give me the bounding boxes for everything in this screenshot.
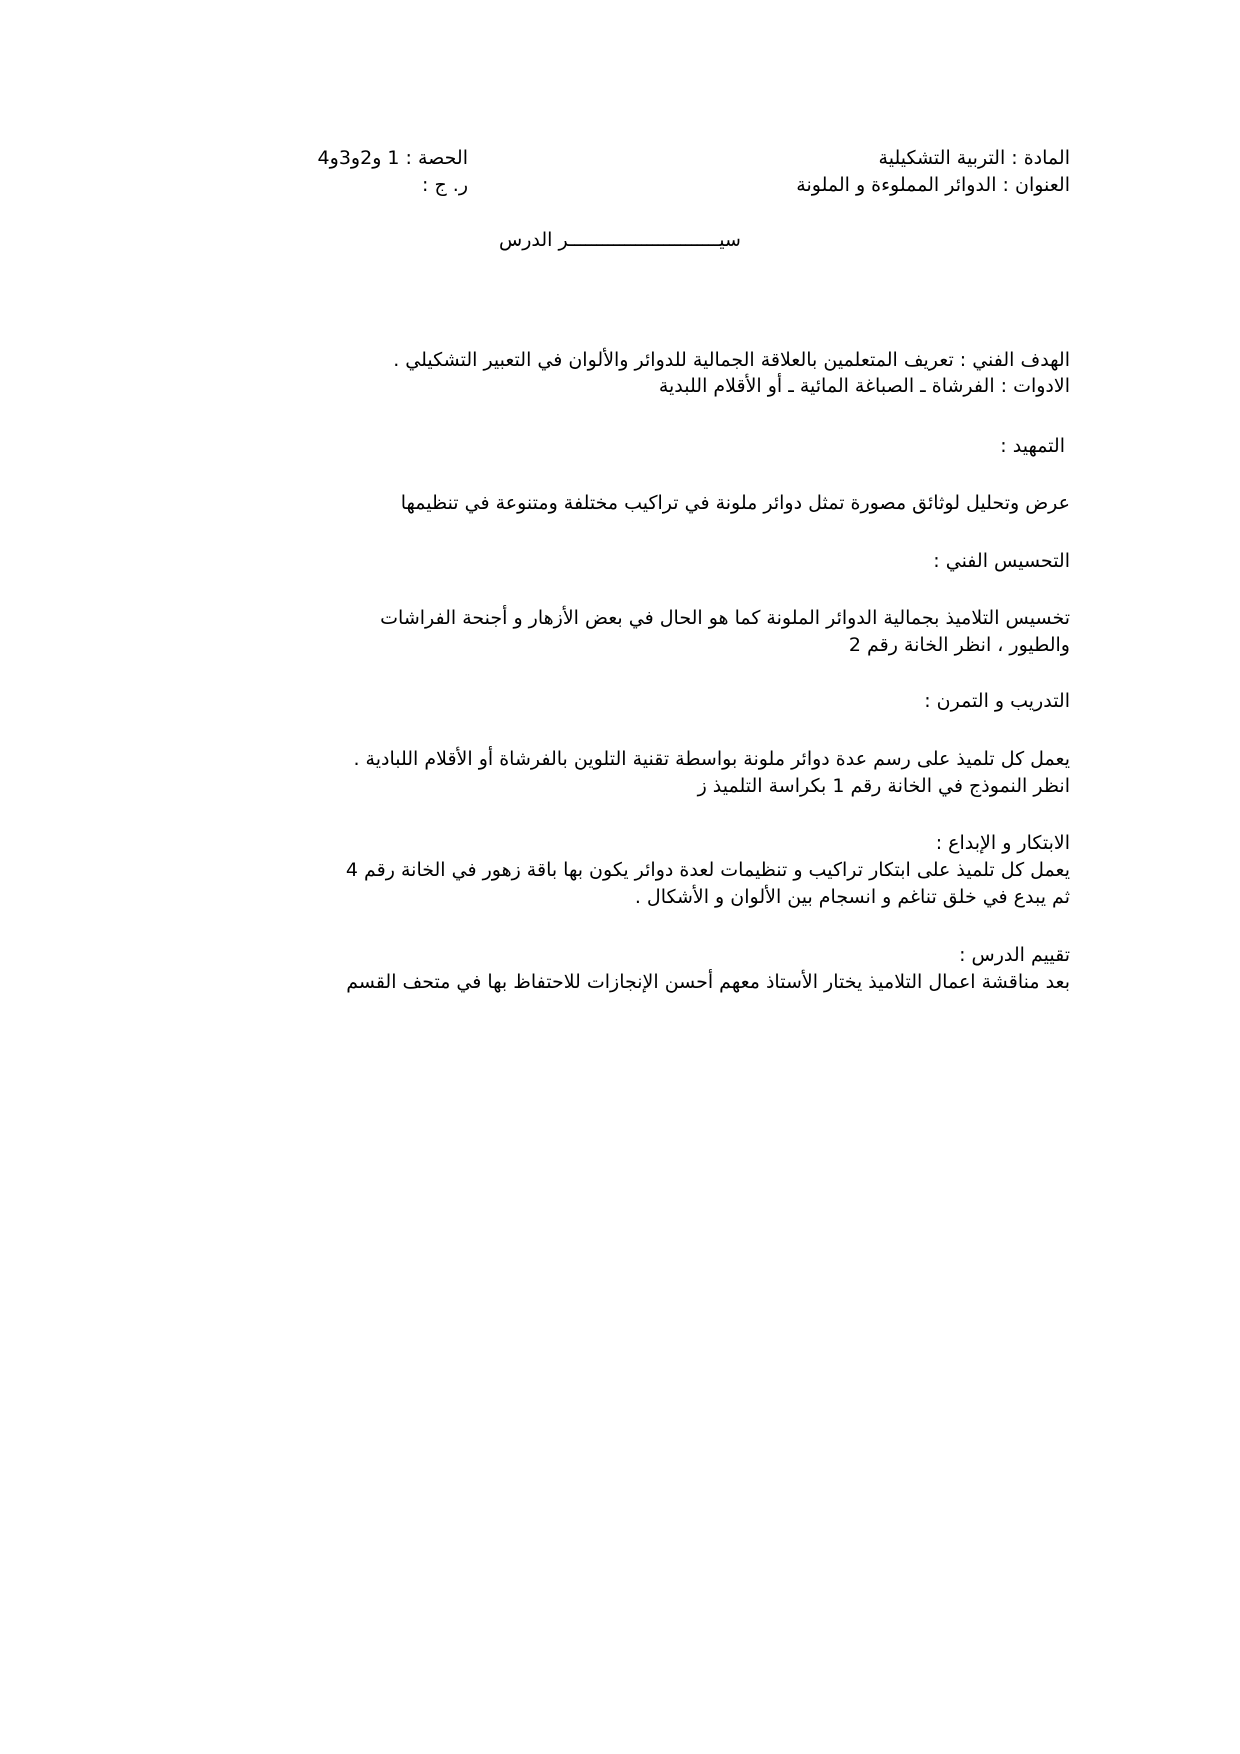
training-line-1: يعمل كل تلميذ على رسم عدة دوائر ملونة بواسطة تقنية التلوين بالفرشاة أو الأقلام اللبادية . <box>353 748 1070 770</box>
objective-line-1: الهدف الفني : تعريف المتعلمين بالعلاقة الجمالية للدوائر والألوان في التعبير التشكيلي . <box>393 349 1070 371</box>
creativity-line-2: ثم يبدع في خلق تناغم و انسجام بين الألوان و الأشكال . <box>634 886 1070 908</box>
evaluation-heading: تقييم الدرس : <box>959 944 1070 966</box>
creativity-heading: الابتكار و الإبداع : <box>935 832 1070 854</box>
training-heading: التدريب و التمرن : <box>924 690 1070 712</box>
evaluation-text: بعد مناقشة اعمال التلاميذ يختار الأستاذ معهم أحسن الإنجازات للاحتفاظ بها في متحف القسم <box>346 971 1070 993</box>
sensitization-line-2: والطيور ، انظر الخانة رقم 2 <box>848 634 1070 656</box>
title-label-line: العنوان : الدوائر المملوءة و الملونة <box>796 174 1070 196</box>
rj-line: ر. ج : <box>422 174 468 196</box>
lesson-title: سيـــــــــــــــــــــــــــر الدرس <box>499 229 741 251</box>
training-line-2: انظر النموذج في الخانة رقم 1 بكراسة التلميذ ز <box>697 775 1070 797</box>
subject-line: المادة : التربية التشكيلية <box>878 147 1070 169</box>
creativity-line-1: يعمل كل تلميذ على ابتكار تراكيب و تنظيمات لعدة دوائر يكون بها باقة زهور في الخانة رقم 4 <box>345 859 1070 881</box>
tools-line: الادوات : الفرشاة ـ الصباغة المائية ـ أو الأقلام اللبدية <box>658 375 1070 397</box>
intro-heading: التمهيد : <box>1000 435 1065 457</box>
session-line: الحصة : 1 و2و3و4 <box>317 147 468 169</box>
sensitization-line-1: تخسيس التلاميذ بجمالية الدوائر الملونة كما هو الحال في بعض الأزهار و أجنحة الفراشات <box>380 607 1070 629</box>
sensitization-heading: التحسيس الفني : <box>933 550 1070 572</box>
intro-text: عرض وتحليل لوثائق مصورة تمثل دوائر ملونة في تراكيب مختلفة ومتنوعة في تنظيمها <box>400 492 1070 514</box>
